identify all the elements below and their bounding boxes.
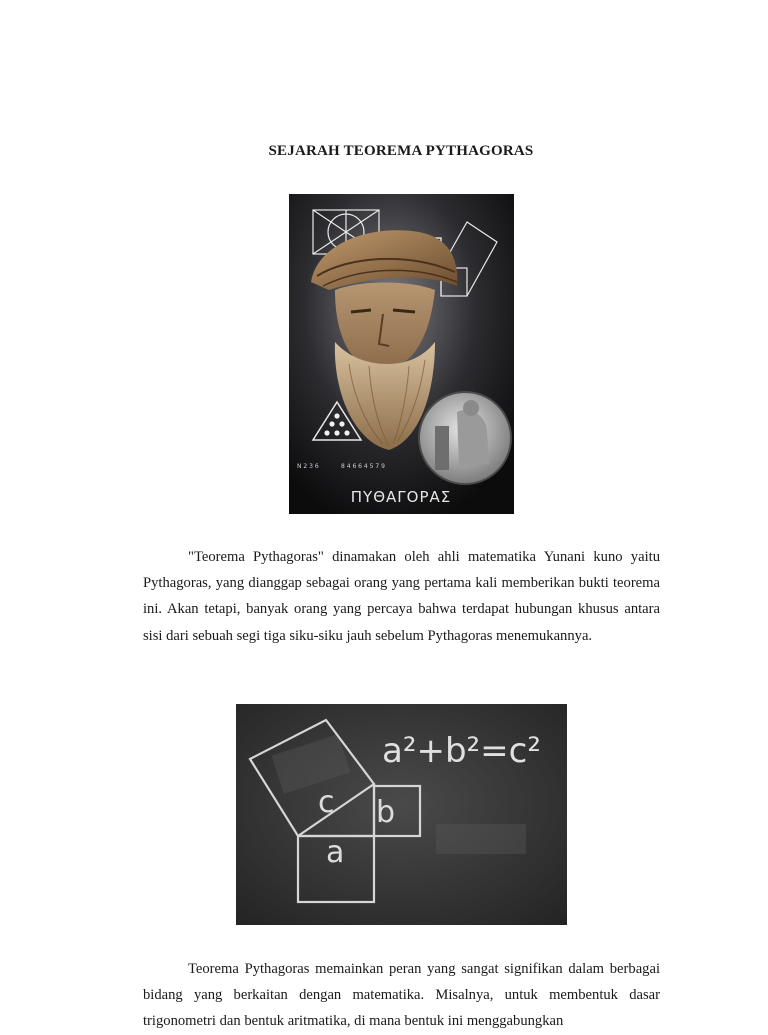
paragraph-1: [143, 544, 660, 649]
small-numbers-left: N 2 3 6: [297, 463, 319, 470]
label-b: b: [376, 795, 396, 830]
paragraph-2-text: Teorema Pythagoras memainkan peran yang sangat signifikan dalam berbagai bidang yang berkaitan dengan matematika. Misalnya, untuk membentuk dasar trigonometri dan bentuk aritmatika, di mana bentuk ini menggabungkan: [143, 961, 660, 1030]
label-c: c: [318, 785, 335, 820]
formula-text: a²+b²=c²: [382, 731, 541, 771]
small-numbers-right: 8 4 6 6 4 5 7 9: [341, 463, 385, 470]
chalkboard-image: [236, 704, 567, 925]
coin-illustration: [419, 392, 511, 484]
paragraph-2: [143, 956, 660, 1035]
page-title: SEJARAH TEOREMA PYTHAGORAS: [268, 143, 534, 159]
label-a: a: [326, 835, 345, 870]
pythagoras-portrait-image: [289, 194, 514, 514]
paragraph-1-text: "Teorema Pythagoras" dinamakan oleh ahli matematika Yunani kuno yaitu Pythagoras, yang dianggap sebagai orang yang pertama kali memberikan bukti teorema ini. Akan tetapi, banyak orang yang percaya bahwa terdapat hubungan khusus antara sisi dari sebuah segi tiga siku-siku jauh sebelum Pythagoras menemukannya.: [143, 549, 660, 644]
figure-caption: ΠΥΘΑΓΟΡΑΣ: [350, 488, 452, 506]
